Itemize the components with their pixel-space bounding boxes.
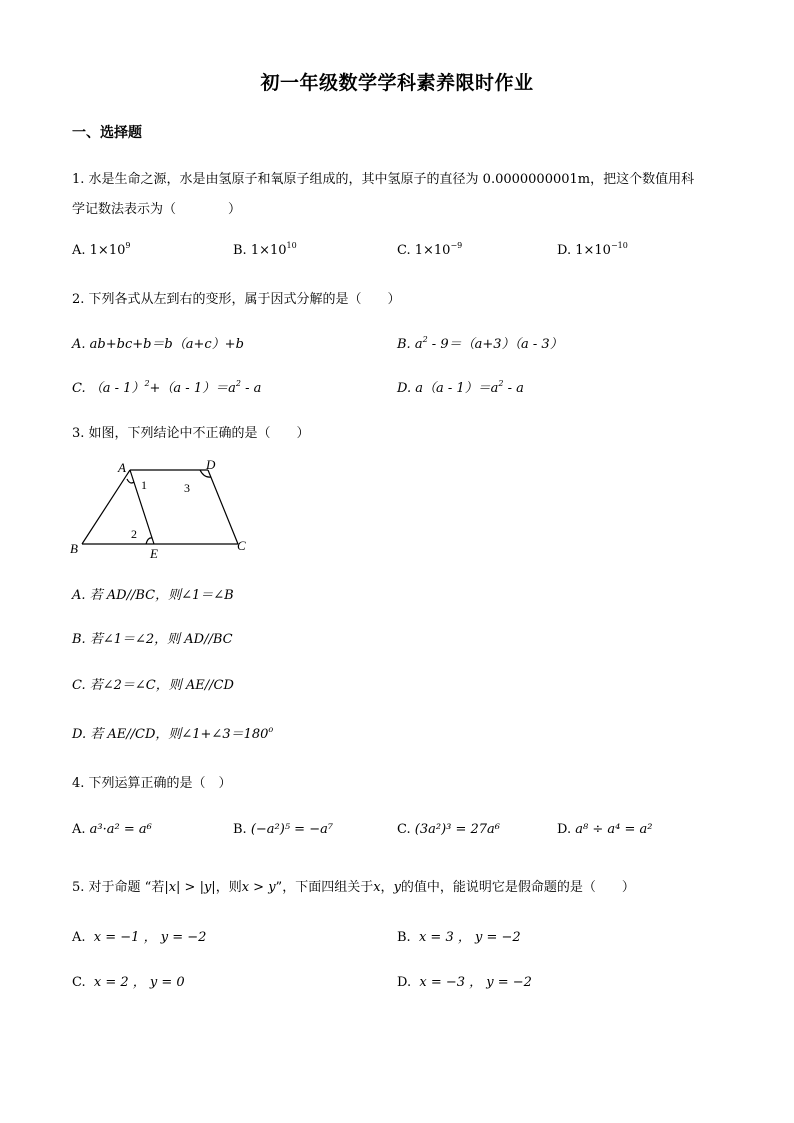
q3-figure xyxy=(66,458,262,564)
q1-stem-line2: 学记数法表示为（ ） xyxy=(72,202,242,217)
label-b: B xyxy=(70,541,78,556)
q4-option-a: A. a³·a² = a⁶ xyxy=(72,822,152,837)
q1-option-a: A. $1\times 10^9$ xyxy=(72,241,131,258)
q2-option-d: D. $a(a - 1)=a^2 - a$ xyxy=(397,379,524,396)
q4-option-b: B. (−a²)⁵ = −a⁷ xyxy=(233,822,334,837)
segment-ab xyxy=(82,470,130,544)
q3-option-b: B. 若∠1＝∠2，则 AD//BC xyxy=(72,632,233,647)
angle-3-label: 3 xyxy=(184,481,190,495)
q5-stem: 5. 对于命题 “若|x| > |y|，则x > y”，下面四组关于x，y的值中，能说明它是假命题的是（ ） xyxy=(72,880,635,895)
q3-option-a: A. 若 AD//BC，则∠1＝∠B xyxy=(72,588,234,603)
angle-2-label: 2 xyxy=(131,527,137,541)
q5-option-c: C. x = 2 ， y = 0 xyxy=(72,975,185,990)
q2-option-c: C. $(a - 1)^2+(a - 1)=a^2 - a$ xyxy=(72,379,262,396)
q1-stem-line1: 1. 水是生命之源，水是由氢原子和氧原子组成的，其中氢原子的直径为 0.0000000001m，把这个数值用科 xyxy=(72,172,695,187)
q1-option-b: B. $1\times 10^{10}$ xyxy=(233,241,297,258)
q5-option-a: A. x = −1 ， y = −2 xyxy=(72,930,207,945)
angle-2-arc xyxy=(146,538,152,544)
section-heading: 一、选择题 xyxy=(72,125,142,141)
q1-option-d: D. $1\times 10^{-10}$ xyxy=(557,241,628,258)
q3-stem: 3. 如图，下列结论中不正确的是（ ） xyxy=(72,426,310,441)
q2-option-a: A. ab+bc+b＝b（a+c）+b xyxy=(72,337,244,352)
angle-1-label: 1 xyxy=(141,478,147,492)
q4-option-c: C. (3a²)³ = 27a⁶ xyxy=(397,822,501,837)
q5-option-d: D. x = −3 ， y = −2 xyxy=(397,975,532,990)
label-c: C xyxy=(237,538,246,553)
q2-stem: 2. 下列各式从左到右的变形，属于因式分解的是（ ） xyxy=(72,292,401,307)
label-d: D xyxy=(206,458,216,472)
page-title: 初一年级数学学科素养限时作业 xyxy=(260,72,534,94)
label-e: E xyxy=(150,546,158,561)
q1-option-c: C. $1\times 10^{-9}$ xyxy=(397,241,463,258)
q2-option-b: B. $a^2 - 9=(a+3)(a - 3)$ xyxy=(397,335,563,352)
label-a: A xyxy=(118,460,126,475)
segment-dc xyxy=(208,470,238,544)
q4-stem: 4. 下列运算正确的是（ ） xyxy=(72,776,232,791)
q3-option-c: C. 若∠2＝∠C，则 AE//CD xyxy=(72,678,234,693)
q5-option-b: B. x = 3 ， y = −2 xyxy=(397,930,521,945)
q4-option-d: D. a⁸ ÷ a⁴ = a² xyxy=(557,822,653,837)
q3-option-d: D. 若 AE//CD，则$\angle 1+\angle 3=180^o$ xyxy=(72,725,274,742)
